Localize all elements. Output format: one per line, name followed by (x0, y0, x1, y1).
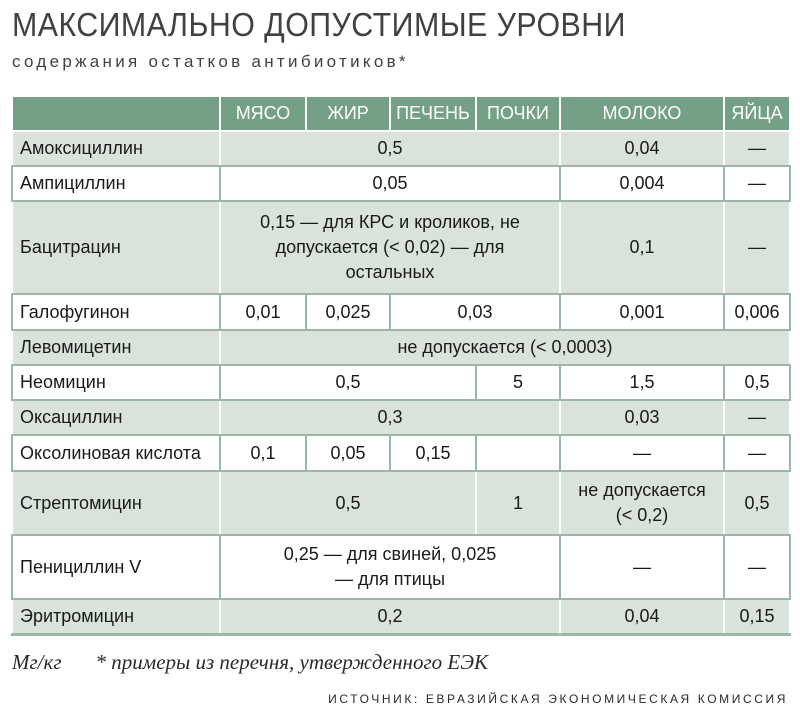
antibiotic-limits-table (11, 95, 791, 636)
cell-milk: 0,1 (560, 201, 724, 294)
cell-milk: 0,04 (560, 131, 724, 166)
cell-meat-to-liver: 0,5 (220, 471, 476, 535)
table-row-oxolinic-acid (12, 435, 790, 471)
table-row-streptomycin (12, 471, 790, 535)
cell-meat: 0,01 (220, 294, 306, 330)
cell-milk: 0,001 (560, 294, 724, 330)
units-label: Мг/кг (12, 650, 62, 674)
column-header-liver: ПЕЧЕНЬ (390, 96, 476, 131)
header-corner-cell (12, 96, 220, 131)
footnote (12, 650, 488, 675)
column-header-eggs: ЯЙЦА (724, 96, 790, 131)
cell-meat-to-kidney: 0,3 (220, 400, 560, 435)
column-header-meat: МЯСО (220, 96, 306, 131)
cell-kidney: 5 (476, 365, 560, 400)
table-row-levomycetin (12, 330, 790, 365)
source-credit: ИСТОЧНИК: ЕВРАЗИЙСКАЯ ЭКОНОМИЧЕСКАЯ КОМИССИЯ (328, 692, 788, 706)
cell-meat-to-kidney: 0,2 (220, 599, 560, 634)
cell-milk: 0,004 (560, 166, 724, 201)
cell-milk: не допускается (< 0,2) (560, 471, 724, 535)
cell-meat-to-kidney: 0,5 (220, 131, 560, 166)
row-name: Бацитрацин (12, 201, 220, 294)
cell-eggs: 0,5 (724, 471, 790, 535)
cell-liver: 0,15 (390, 435, 476, 471)
cell-liver-to-kidney: 0,03 (390, 294, 560, 330)
row-name: Галофугинон (12, 294, 220, 330)
row-name: Стрептомицин (12, 471, 220, 535)
row-name: Неомицин (12, 365, 220, 400)
column-header-kidney: ПОЧКИ (476, 96, 560, 131)
row-name: Ампициллин (12, 166, 220, 201)
cell-eggs: 0,5 (724, 365, 790, 400)
page-subtitle: содержания остатков антибиотиков* (12, 52, 409, 71)
cell-fat: 0,05 (306, 435, 390, 471)
table-row-ampicillin (12, 166, 790, 201)
footnote-text: * примеры из перечня, утвержденного ЕЭК (95, 650, 488, 674)
cell-eggs: — (724, 535, 790, 599)
table-row-oxacillin (12, 400, 790, 435)
column-header-milk: МОЛОКО (560, 96, 724, 131)
cell-milk: 1,5 (560, 365, 724, 400)
table-row-erythromycin (12, 599, 790, 634)
cell-eggs: — (724, 400, 790, 435)
table-row-halofuginone (12, 294, 790, 330)
cell-meat-to-kidney: 0,25 — для свиней, 0,025 — для птицы (220, 535, 560, 599)
table-header-row (12, 96, 790, 131)
cell-eggs: — (724, 131, 790, 166)
cell-milk: 0,04 (560, 599, 724, 634)
cell-milk: 0,03 (560, 400, 724, 435)
cell-eggs: — (724, 201, 790, 294)
row-name: Левомицетин (12, 330, 220, 365)
cell-eggs: — (724, 435, 790, 471)
page-title: МАКСИМАЛЬНО ДОПУСТИМЫЕ УРОВНИ (12, 6, 626, 43)
cell-kidney: 1 (476, 471, 560, 535)
cell-meat: 0,1 (220, 435, 306, 471)
cell-kidney (476, 435, 560, 471)
table-row-neomycin (12, 365, 790, 400)
cell-milk: — (560, 435, 724, 471)
cell-meat-to-kidney: 0,15 — для КРС и кроликов, не допускается (< 0,02) — для остальных (220, 201, 560, 294)
cell-milk: — (560, 535, 724, 599)
cell-eggs: 0,15 (724, 599, 790, 634)
table-row-amoxicillin (12, 131, 790, 166)
cell-eggs: 0,006 (724, 294, 790, 330)
row-name: Оксациллин (12, 400, 220, 435)
table-row-penicillin-v (12, 535, 790, 599)
row-name: Пенициллин V (12, 535, 220, 599)
row-name: Амоксициллин (12, 131, 220, 166)
cell-meat-to-kidney: 0,05 (220, 166, 560, 201)
row-name: Оксолиновая кислота (12, 435, 220, 471)
cell-eggs: — (724, 166, 790, 201)
cell-fat: 0,025 (306, 294, 390, 330)
cell-meat-to-liver: 0,5 (220, 365, 476, 400)
column-header-fat: ЖИР (306, 96, 390, 131)
table-row-bacitracin (12, 201, 790, 294)
row-name: Эритромицин (12, 599, 220, 634)
cell-all-products: не допускается (< 0,0003) (220, 330, 790, 365)
